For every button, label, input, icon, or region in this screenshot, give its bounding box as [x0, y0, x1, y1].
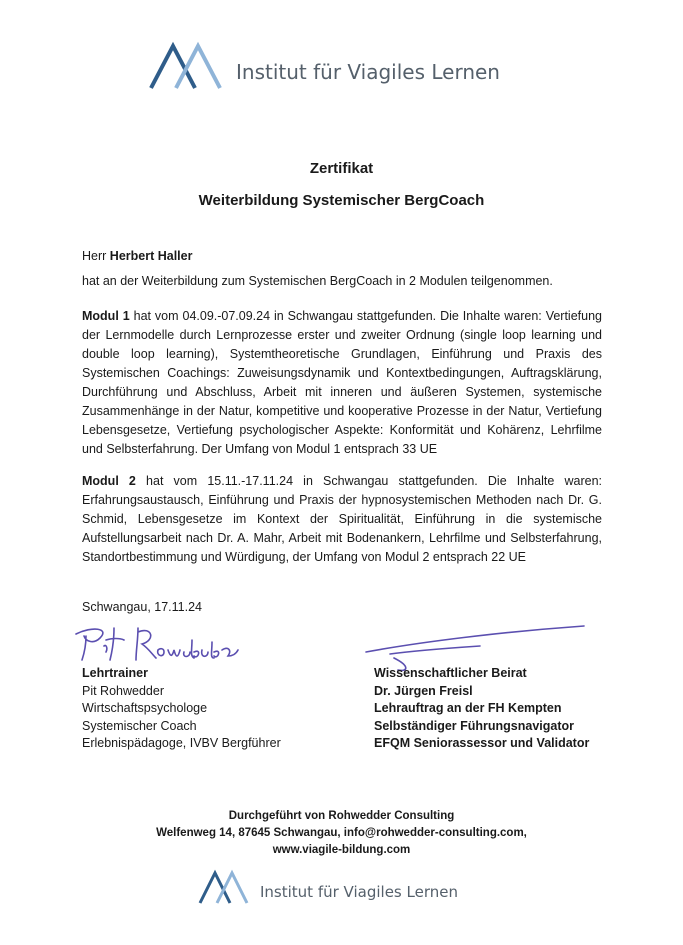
module2-label: Modul 2: [82, 474, 136, 488]
right-role: Wissenschaftlicher Beirat: [374, 666, 527, 680]
footer-line1: Durchgeführt von Rohwedder Consulting: [228, 810, 455, 822]
module2-paragraph: [82, 472, 602, 567]
module1-paragraph: [82, 307, 602, 459]
left-line3: Erlebnispädagoge, IVBV Bergführer: [82, 736, 281, 750]
right-line2: Selbständiger Führungsnavigator: [374, 718, 575, 733]
signature-block-left: [82, 665, 342, 753]
module1-text: hat vom 04.09.-07.09.24 in Schwangau stattgefunden. Die Inhalte waren: Vertiefung der Lernmodelle durch Lernprozesse erster und zweiter Ordnung (single loop learning und double loop learning), Systemtheoretische Grundlagen, Einführung und Praxis des Systemischen Coachings: Zuweisungsdynamik und Kontextbedingungen, Auftragsklärung, Durchführung und Abschluss, Arbeit mit inneren und äußeren Systemen, systemische Zusammenhänge in der Natur, kompetitive und kooperative Prozesse in der Natur, Vertiefung Lebensgesetze, Vertiefung psychologischer Aspekte: Konformität und Kohärenz, Lehrfilme und Selbsterfahrung. Der Umfang von Modul 1 entsprach 33 UE: [82, 309, 602, 456]
signature-block-right: [374, 665, 634, 753]
left-role: Lehrtrainer: [82, 666, 148, 680]
footer-line2: Welfenweg 14, 87645 Schwangau, info@rohwedder-consulting.com,: [156, 827, 527, 839]
left-line2: Systemischer Coach: [82, 718, 197, 733]
footer-line3[interactable]: www.viagile-bildung.com: [272, 844, 411, 856]
footer-org-name: Institut für Viagiles Lernen: [260, 883, 458, 901]
module2-text: hat vom 15.11.-17.11.24 in Schwangau stattgefunden. Die Inhalte waren: Erfahrungsaustausch, Einführung und Praxis der hypnosystemischen Methoden nach Dr. G. Schmid, Lebensgesetze im Kontext der Spiritualität, Einführung in die systemische Aufstellungsarbeit nach Dr. A. Mahr, Arbeit mit Bodenankern, Lehrfilme und Selbsterfahrung, Standortbestimmung und Würdigung, der Umfang von Modul 2 entsprach 22 UE: [82, 474, 602, 564]
signature-left: [72, 620, 242, 665]
left-name: Pit Rohwedder: [82, 683, 164, 698]
right-line3: EFQM Seniorassessor und Validator: [374, 736, 590, 750]
recipient-name: Herbert Haller: [109, 249, 193, 263]
recipient-line: [82, 247, 602, 266]
right-line1: Lehrauftrag an der FH Kempten: [374, 701, 562, 715]
mountain-logo-icon: [198, 868, 252, 906]
mountain-logo-icon: [148, 40, 228, 92]
certificate-subtitle: Weiterbildung Systemischer BergCoach: [198, 192, 485, 209]
place-date: Schwangau, 17.11.24: [82, 600, 203, 614]
header-org-name: Institut für Viagiles Lernen: [236, 60, 500, 84]
certificate-title: Zertifikat: [309, 160, 374, 177]
footer-logo: [198, 868, 498, 913]
intro-text: hat an der Weiterbildung zum Systemischen BergCoach in 2 Modulen teilgenommen.: [82, 274, 553, 288]
left-line1: Wirtschaftspsychologe: [82, 701, 208, 715]
salutation: Herr: [82, 249, 107, 263]
module1-label: Modul 1: [82, 309, 130, 323]
right-name: Dr. Jürgen Freisl: [374, 683, 473, 698]
header-logo: [148, 40, 518, 100]
